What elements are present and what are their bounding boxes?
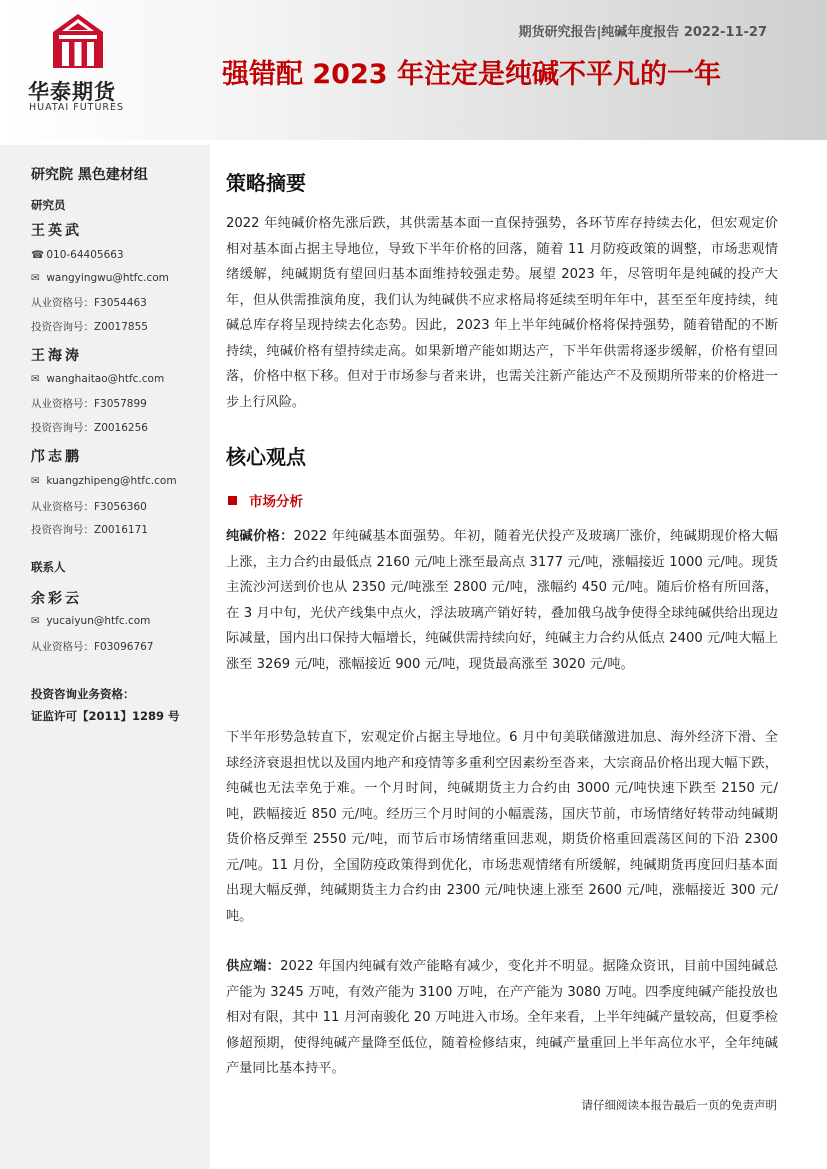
phone-number: 010-64405663 xyxy=(46,249,124,261)
price-label: 纯碱价格： xyxy=(226,529,294,544)
mail-icon: ✉ xyxy=(31,373,40,385)
email-address[interactable]: yucaiyun@htfc.com xyxy=(46,615,151,627)
license-number: 证监许可【2011】1289 号 xyxy=(31,709,180,723)
supply-text: 2022 年国内纯碱有效产能略有减少，变化并不明显。据隆众资讯，目前中国纯碱总产能为 3245 万吨，有效产能为 3100 万吨，在产产能为 3080 万吨。四季度纯碱产能投放也相对有限，其中 11 月河南骏化 20 万吨进入市场。全年来看，上半年纯碱产量较高，但夏季检修超预期，使得纯碱产量降至低位，随着检修结束，纯碱产量重回上半年高位水平，全年纯碱产量同比基本持平。 xyxy=(226,959,779,1076)
company-logo xyxy=(28,14,138,114)
analyst-email xyxy=(31,475,177,487)
analyst-consult-number: 投资咨询号：Z0016256 xyxy=(31,422,148,434)
email-address[interactable]: wangyingwu@htfc.com xyxy=(46,272,169,284)
supply-paragraph xyxy=(226,954,778,1082)
email-address[interactable]: wanghaitao@htfc.com xyxy=(46,373,165,385)
mail-icon: ✉ xyxy=(31,615,40,627)
contact-label: 联系人 xyxy=(31,560,66,574)
analyst-qualification: 从业资格号：F3056360 xyxy=(31,501,147,513)
researcher-label: 研究员 xyxy=(31,198,66,212)
strategy-summary-text: 2022 年纯碱价格先涨后跌，其供需基本面一直保持强势，各环节库存持续去化，但宏观定价相对基本面占据主导地位，导致下半年价格的回落，随着 11 月防疫政策的调整，市场悲观情绪缓解，纯碱期货有望回归基本面维持较强走势。展望 2023 年，尽管明年是纯碱的投产大年，但从供需推演角度，我们认为纯碱供不应求格局将延续至明年年中，甚至至年度持续，纯碱总库存将呈现持续去化态势。因此，2023 年上半年纯碱价格将保持强势，随着错配的不断持续，纯碱价格有望持续走高。如果新增产能如期达产，下半年供需将逐步缓解，价格有望回落，价格中枢下移。但对于市场参与者来讲，也需关注新产能达产不及预期所带来的价格进一步上行风险。 xyxy=(226,216,778,410)
department: 研究院 黑色建材组 xyxy=(31,167,148,183)
analyst-phone xyxy=(31,249,124,261)
report-type-date: 期货研究报告|纯碱年度报告 2022-11-27 xyxy=(518,25,767,40)
market-analysis-heading xyxy=(228,490,303,510)
phone-icon: ☎ xyxy=(31,249,45,261)
report-header xyxy=(0,0,827,140)
analyst-name: 邝志鹏 xyxy=(31,449,82,465)
contact-name: 余彩云 xyxy=(31,591,82,607)
email-address[interactable]: kuangzhipeng@htfc.com xyxy=(46,475,177,487)
report-title: 强错配 2023 年注定是纯碱不平凡的一年 xyxy=(222,59,721,90)
contact-qualification: 从业资格号：F03096767 xyxy=(31,641,154,653)
analyst-name: 王海涛 xyxy=(31,348,82,364)
analyst-email xyxy=(31,272,169,284)
contact-email xyxy=(31,615,150,627)
price-paragraph xyxy=(226,524,778,677)
supply-label: 供应端： xyxy=(226,959,281,974)
second-half-paragraph: 下半年形势急转直下，宏观定价占据主导地位。6 月中旬美联储激进加息、海外经济下滑、全球经济衰退担忧以及国内地产和疫情等多重利空因素纷至沓来，大宗商品价格出现大幅下跌，纯碱也无法幸免于难。一个月时间，纯碱期货主力合约由 3000 元/吨快速下跌至 2150 元/吨，跌幅接近 850 元/吨。经历三个月时间的小幅震荡，国庆节前，市场情绪好转带动纯碱期货价格反弹至 2550 元/吨，而节后市场情绪重回悲观，期货价格重回震荡区间的下沿 2300 元/吨。11 月份，全国防疫政策得到优化，市场悲观情绪有所缓解，纯碱期货再度回归基本面出现大幅反弹，纯碱期货主力合约由 2300 元/吨快速上涨至 2600 元/吨，涨幅接近 300 元/吨。 xyxy=(226,730,778,924)
analyst-qualification: 从业资格号：F3054463 xyxy=(31,297,147,309)
analyst-consult-number: 投资咨询号：Z0016171 xyxy=(31,524,148,536)
core-views-heading: 核心观点 xyxy=(226,445,306,469)
logo-chinese-name: 华泰期货 xyxy=(28,80,116,104)
logo-english-name: HUATAI FUTURES xyxy=(29,102,125,113)
mail-icon: ✉ xyxy=(31,272,40,284)
analyst-consult-number: 投资咨询号：Z0017855 xyxy=(31,321,148,333)
analyst-sidebar xyxy=(0,145,210,1169)
disclaimer-note: 请仔细阅读本报告最后一页的免责声明 xyxy=(581,1098,777,1112)
analyst-name: 王英武 xyxy=(31,223,82,239)
square-bullet-icon xyxy=(228,496,237,505)
market-analysis-label: 市场分析 xyxy=(249,494,303,510)
mail-icon: ✉ xyxy=(31,475,40,487)
huatai-logo-icon xyxy=(53,14,103,68)
price-text: 2022 年纯碱基本面强势。年初，随着光伏投产及玻璃厂涨价，纯碱期现价格大幅上涨，主力合约由最低点 2160 元/吨上涨至最高点 3177 元/吨，涨幅接近 1000 元/吨。现货主流沙河送到价也从 2350 元/吨涨至 2800 元/吨，涨幅约 450 元/吨。随后价格有所回落，在 3 月中旬，光伏产线集中点火，浮法玻璃产销好转，叠加俄乌战争使得全球纯碱供给出现边际减量，国内出口保持大幅增长，纯碱供需持续向好，纯碱主力合约从低点 2400 元/吨大幅上涨至 3269 元/吨，涨幅接近 900 元/吨，现货最高涨至 3020 元/吨。 xyxy=(226,529,778,672)
analyst-qualification: 从业资格号：F3057899 xyxy=(31,398,147,410)
analyst-email xyxy=(31,373,164,385)
license-label: 投资咨询业务资格： xyxy=(31,687,135,701)
strategy-summary-heading: 策略摘要 xyxy=(226,171,306,195)
